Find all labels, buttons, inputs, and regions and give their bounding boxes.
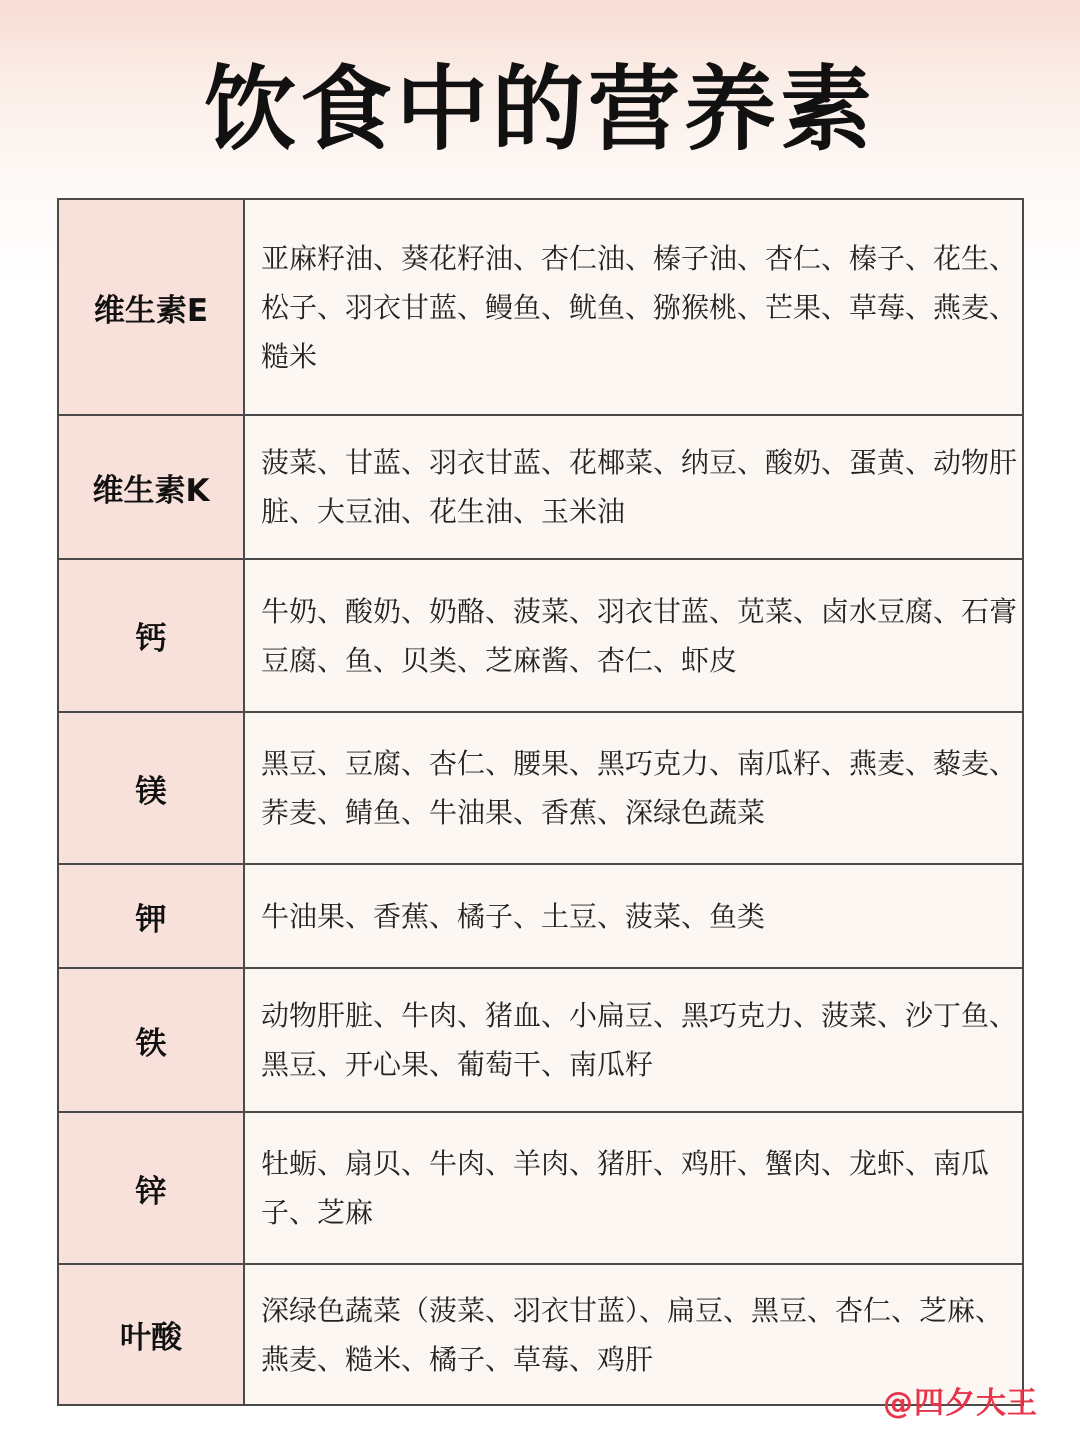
table-row	[59, 1265, 1022, 1404]
food-list	[245, 416, 1022, 558]
nutrient-label: 钾	[59, 865, 245, 967]
table-row	[59, 200, 1022, 416]
table-row	[59, 560, 1022, 713]
food-list	[245, 865, 1022, 967]
nutrient-table	[57, 198, 1024, 1406]
food-list-text: 牛奶、酸奶、奶酪、菠菜、羽衣甘蓝、苋菜、卤水豆腐、石膏豆腐、鱼、贝类、芝麻酱、杏仁、虾皮	[261, 594, 1018, 677]
table-row	[59, 713, 1022, 865]
food-list	[245, 713, 1022, 863]
food-list	[245, 1113, 1022, 1263]
nutrient-label: 钙	[59, 560, 245, 711]
food-list-text: 亚麻籽油、葵花籽油、杏仁油、榛子油、杏仁、榛子、花生、松子、羽衣甘蓝、鳗鱼、鱿鱼、猕猴桃、芒果、草莓、燕麦、糙米	[261, 241, 1018, 373]
table-row	[59, 865, 1022, 969]
table-row	[59, 1113, 1022, 1265]
nutrient-label: 锌	[59, 1113, 245, 1263]
food-list-text: 深绿色蔬菜（菠菜、羽衣甘蓝）、扁豆、黑豆、杏仁、芝麻、燕麦、糙米、橘子、草莓、鸡肝	[261, 1293, 1004, 1376]
food-list-text: 牡蛎、扇贝、牛肉、羊肉、猪肝、鸡肝、蟹肉、龙虾、南瓜子、芝麻	[261, 1147, 990, 1229]
table-row	[59, 416, 1022, 560]
food-list-text: 动物肝脏、牛肉、猪血、小扁豆、黑巧克力、菠菜、沙丁鱼、黑豆、开心果、葡萄干、南瓜籽	[261, 999, 1018, 1081]
food-list	[245, 969, 1022, 1111]
nutrient-label: 镁	[59, 713, 245, 863]
nutrient-label: 维生素E	[59, 200, 245, 414]
nutrient-label: 铁	[59, 969, 245, 1111]
page-title: 饮食中的营养素	[203, 56, 876, 163]
food-list	[245, 560, 1022, 711]
food-list	[245, 200, 1022, 414]
table-row	[59, 969, 1022, 1113]
nutrient-label: 叶酸	[59, 1265, 245, 1404]
nutrient-label: 维生素K	[59, 416, 245, 558]
food-list-text: 菠菜、甘蓝、羽衣甘蓝、花椰菜、纳豆、酸奶、蛋黄、动物肝脏、大豆油、花生油、玉米油	[261, 446, 1018, 528]
author-watermark: @四夕大王	[883, 1386, 1038, 1421]
food-list-text: 黑豆、豆腐、杏仁、腰果、黑巧克力、南瓜籽、燕麦、藜麦、荞麦、鲭鱼、牛油果、香蕉、深绿色蔬菜	[261, 747, 1018, 829]
food-list-text: 牛油果、香蕉、橘子、土豆、菠菜、鱼类	[261, 899, 766, 933]
